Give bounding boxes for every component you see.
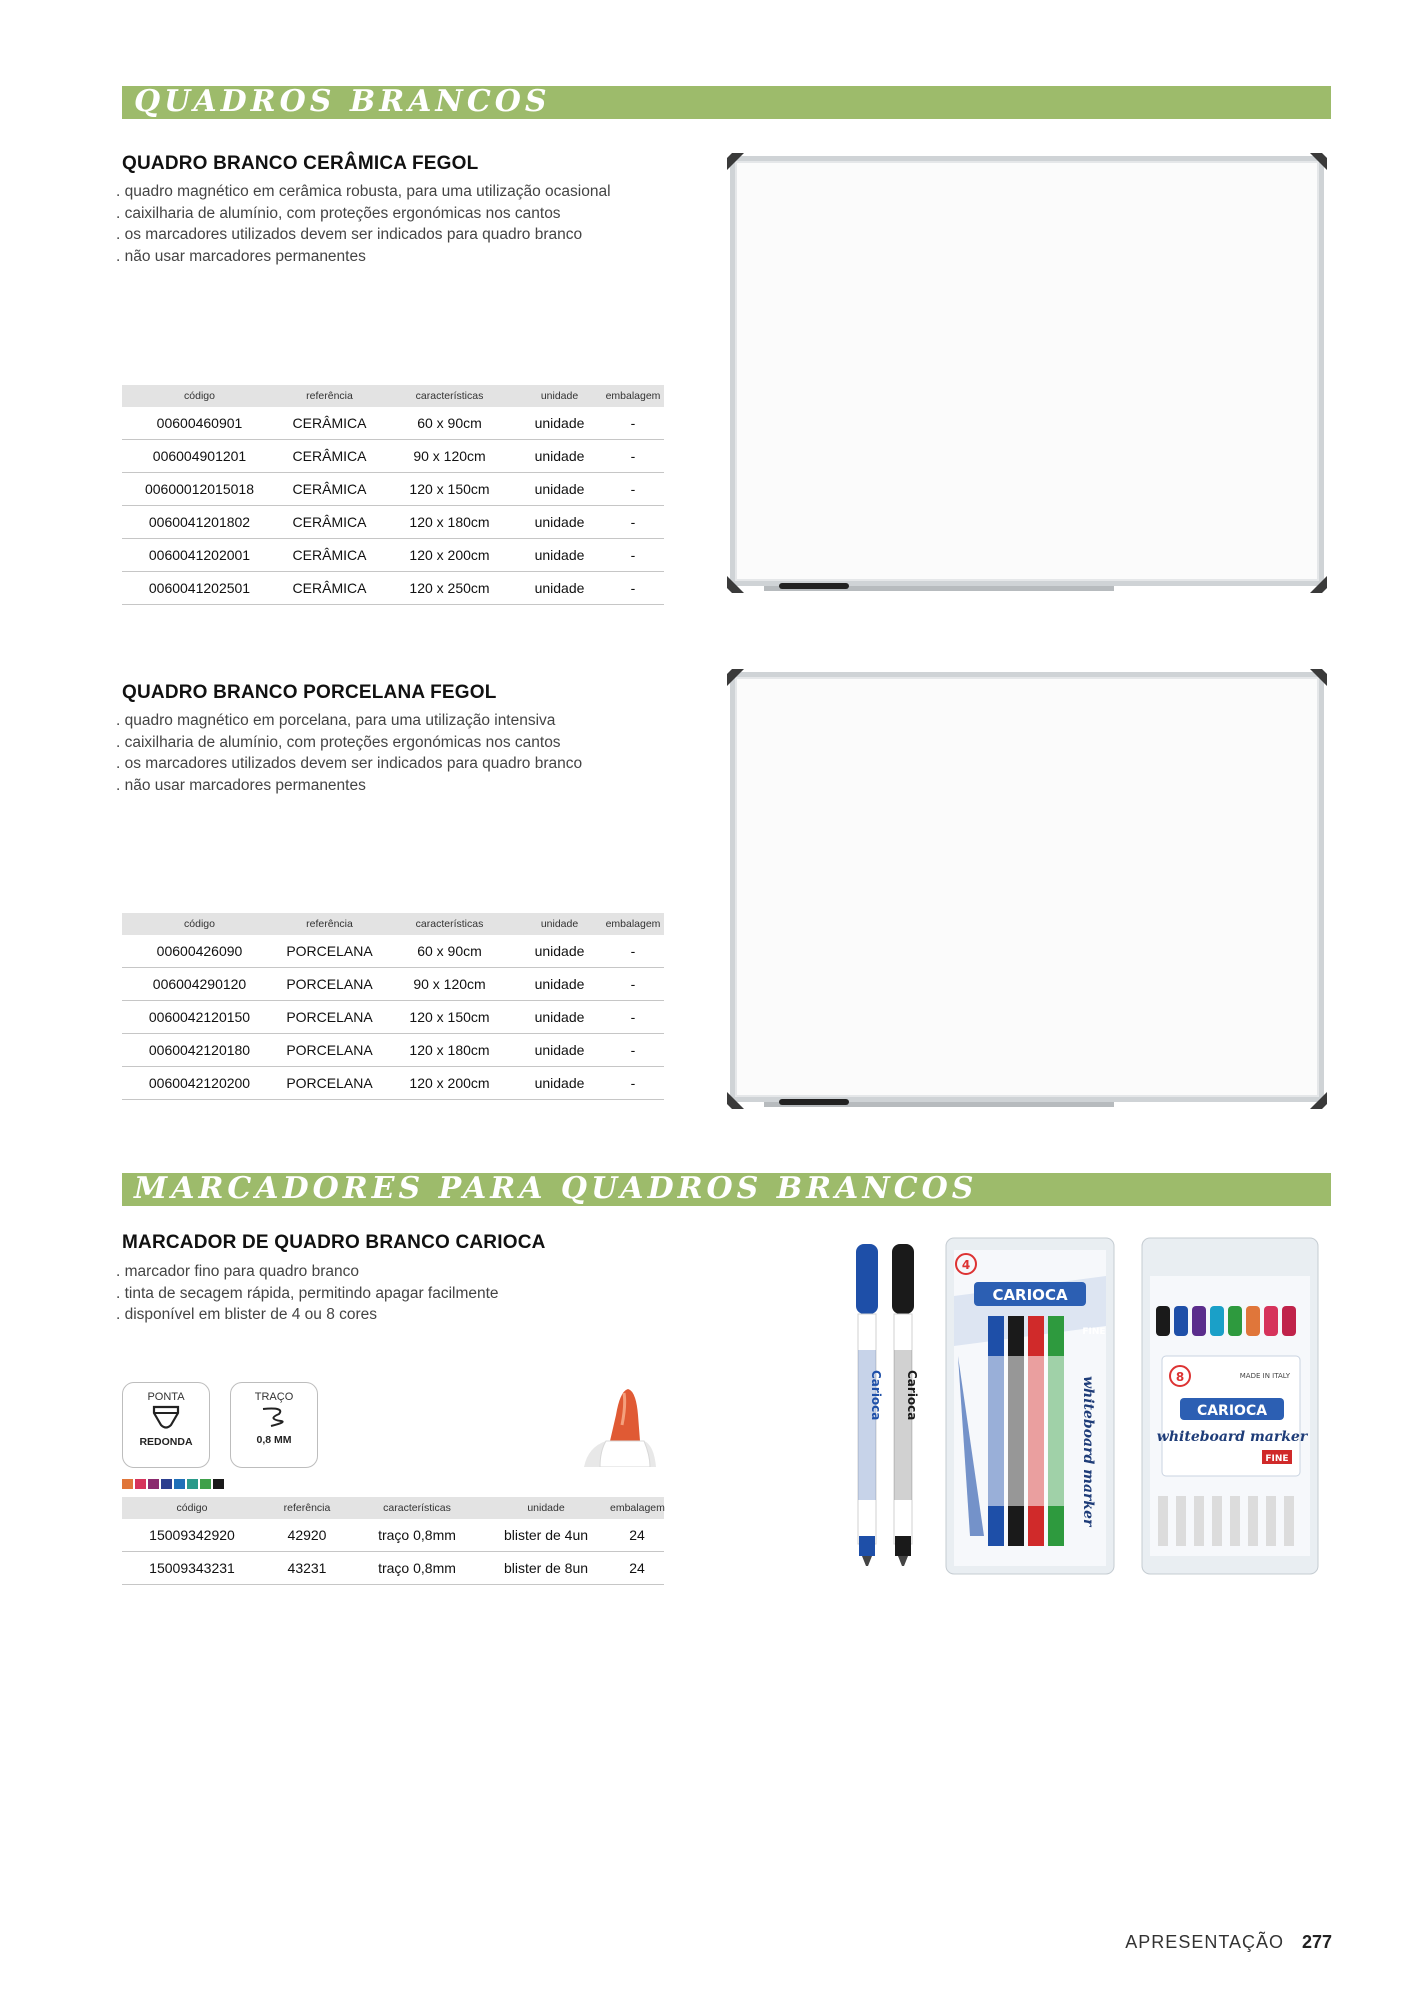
color-swatch	[161, 1479, 172, 1489]
round-tip-icon	[151, 1403, 181, 1431]
footer-section-label: APRESENTAÇÃO	[1125, 1932, 1284, 1952]
cell: 120 x 150cm	[382, 473, 517, 506]
marker-tip-image	[580, 1385, 660, 1467]
cell: 00600460901	[122, 407, 277, 440]
table-row	[122, 506, 664, 539]
table-row	[122, 968, 664, 1001]
cell: -	[602, 473, 664, 506]
table-row	[122, 473, 664, 506]
cell: unidade	[517, 1034, 602, 1067]
cell: 120 x 200cm	[382, 539, 517, 572]
table-row	[122, 1001, 664, 1034]
cell: 120 x 180cm	[382, 1034, 517, 1067]
col-header: unidade	[517, 385, 602, 407]
product-table	[122, 385, 664, 605]
cell: -	[602, 440, 664, 473]
cell: unidade	[517, 506, 602, 539]
cell: unidade	[517, 473, 602, 506]
product-title: MARCADOR DE QUADRO BRANCO CARIOCA	[122, 1232, 546, 1253]
bullet: . marcador fino para quadro branco	[116, 1263, 359, 1280]
cell: -	[602, 407, 664, 440]
marker-pens-image	[850, 1240, 922, 1570]
marker-blister-8-image	[1140, 1236, 1320, 1576]
cell: -	[602, 1034, 664, 1067]
marker-blister-4-image	[944, 1236, 1116, 1576]
whiteboard-image-porcelain	[724, 666, 1330, 1112]
page-number: 277	[1301, 1932, 1332, 1952]
cell: 0060042120200	[122, 1067, 277, 1100]
section-title: QUADROS BRANCOS	[134, 84, 551, 119]
table-row	[122, 1552, 664, 1585]
cell: -	[602, 935, 664, 968]
stroke-badge	[230, 1382, 318, 1468]
cell: CERÂMICA	[277, 407, 382, 440]
cell: 90 x 120cm	[382, 968, 517, 1001]
pack-brand-text: CARIOCA	[992, 1286, 1068, 1304]
product-table	[122, 913, 664, 1100]
stroke-icon	[257, 1403, 291, 1429]
product-title: QUADRO BRANCO CERÂMICA FEGOL	[122, 153, 479, 174]
cell: 00600426090	[122, 935, 277, 968]
col-header: código	[122, 1497, 262, 1519]
cell: CERÂMICA	[277, 539, 382, 572]
cell: blister de 4un	[482, 1519, 610, 1552]
table-row	[122, 440, 664, 473]
cell: -	[602, 968, 664, 1001]
col-header: características	[382, 913, 517, 935]
table-row	[122, 1519, 664, 1552]
cell: unidade	[517, 968, 602, 1001]
section-title: MARCADORES PARA QUADROS BRANCOS	[134, 1171, 978, 1206]
cell: 120 x 250cm	[382, 572, 517, 605]
section-banner-markers	[122, 1173, 1331, 1206]
cell: -	[602, 506, 664, 539]
badge-value: REDONDA	[139, 1436, 193, 1448]
cell: 15009342920	[122, 1519, 262, 1552]
color-swatch	[122, 1479, 133, 1489]
col-header: embalagem	[610, 1497, 664, 1519]
cell: 0060042120150	[122, 1001, 277, 1034]
color-swatch	[187, 1479, 198, 1489]
cell: unidade	[517, 572, 602, 605]
tip-badge	[122, 1382, 210, 1468]
badge-value: 0,8 MM	[256, 1434, 292, 1446]
section-banner-whiteboards	[122, 86, 1331, 119]
cell: traço 0,8mm	[352, 1519, 482, 1552]
bullet: . quadro magnético em cerâmica robusta, para uma utilização ocasional	[116, 183, 611, 200]
col-header: embalagem	[602, 913, 664, 935]
pack-count-text: 8	[1175, 1370, 1185, 1384]
table-row	[122, 1034, 664, 1067]
cell: -	[602, 572, 664, 605]
pack-brand-text: CARIOCA	[1196, 1403, 1268, 1419]
cell: 0060041201802	[122, 506, 277, 539]
cell: traço 0,8mm	[352, 1552, 482, 1585]
color-swatch	[148, 1479, 159, 1489]
color-swatch	[174, 1479, 185, 1489]
cell: PORCELANA	[277, 935, 382, 968]
pack-line-text: whiteboard marker	[1156, 1429, 1308, 1445]
cell: unidade	[517, 440, 602, 473]
cell: PORCELANA	[277, 1034, 382, 1067]
col-header: unidade	[482, 1497, 610, 1519]
cell: 00600012015018	[122, 473, 277, 506]
badge-label: PONTA	[147, 1391, 185, 1403]
cell: -	[602, 1001, 664, 1034]
cell: CERÂMICA	[277, 506, 382, 539]
col-header: características	[382, 385, 517, 407]
whiteboard-image-ceramic	[724, 150, 1330, 596]
pen-brand-text: Carioca	[905, 1370, 919, 1421]
bullet: . caixilharia de alumínio, com proteções ergonómicas nos cantos	[116, 733, 561, 751]
cell: CERÂMICA	[277, 473, 382, 506]
badge-label: TRAÇO	[254, 1391, 294, 1403]
cell: PORCELANA	[277, 1001, 382, 1034]
bullet: . tinta de secagem rápida, permitindo apagar facilmente	[116, 1284, 499, 1302]
table-row	[122, 935, 664, 968]
table-header-row	[122, 385, 664, 407]
bullet: . quadro magnético em porcelana, para uma utilização intensiva	[116, 712, 556, 729]
table-header-row	[122, 913, 664, 935]
table-row	[122, 1067, 664, 1100]
cell: 120 x 180cm	[382, 506, 517, 539]
cell: CERÂMICA	[277, 572, 382, 605]
col-header: características	[352, 1497, 482, 1519]
cell: -	[602, 539, 664, 572]
col-header: embalagem	[602, 385, 664, 407]
fine-label: FINE	[1265, 1454, 1289, 1464]
cell: 006004901201	[122, 440, 277, 473]
cell: 24	[610, 1552, 664, 1585]
cell: -	[602, 1067, 664, 1100]
table-row	[122, 572, 664, 605]
pack-count-text: 4	[961, 1258, 971, 1272]
cell: 120 x 200cm	[382, 1067, 517, 1100]
cell: unidade	[517, 935, 602, 968]
cell: 90 x 120cm	[382, 440, 517, 473]
bullet: . os marcadores utilizados devem ser indicados para quadro branco	[116, 755, 583, 772]
col-header: unidade	[517, 913, 602, 935]
product-bullets	[116, 181, 611, 267]
cell: 0060042120180	[122, 1034, 277, 1067]
cell: 60 x 90cm	[382, 935, 517, 968]
fine-label: FINE	[1082, 1327, 1106, 1337]
color-swatch	[200, 1479, 211, 1489]
cell: 120 x 150cm	[382, 1001, 517, 1034]
color-swatch	[213, 1479, 224, 1489]
bullet: . os marcadores utilizados devem ser indicados para quadro branco	[116, 226, 583, 243]
col-header: referência	[277, 385, 382, 407]
cell: 24	[610, 1519, 664, 1552]
cell: unidade	[517, 1001, 602, 1034]
product-bullets	[116, 1261, 499, 1326]
product-title: QUADRO BRANCO PORCELANA FEGOL	[122, 682, 497, 703]
pack-line-text: whiteboard marker	[1080, 1376, 1096, 1527]
product-bullets	[116, 710, 582, 796]
cell: PORCELANA	[277, 1067, 382, 1100]
bullet: . caixilharia de alumínio, com proteções ergonómicas nos cantos	[116, 204, 561, 222]
cell: unidade	[517, 407, 602, 440]
table-header-row	[122, 1497, 664, 1519]
cell: PORCELANA	[277, 968, 382, 1001]
bullet: . disponível em blister de 4 ou 8 cores	[116, 1306, 378, 1323]
cell: CERÂMICA	[277, 440, 382, 473]
made-in-text: MADE IN ITALY	[1239, 1372, 1290, 1380]
cell: blister de 8un	[482, 1552, 610, 1585]
col-header: referência	[262, 1497, 352, 1519]
cell: 42920	[262, 1519, 352, 1552]
cell: 0060041202001	[122, 539, 277, 572]
col-header: código	[122, 385, 277, 407]
product-table	[122, 1497, 664, 1585]
cell: 0060041202501	[122, 572, 277, 605]
table-row	[122, 539, 664, 572]
cell: 43231	[262, 1552, 352, 1585]
bullet: . não usar marcadores permanentes	[116, 247, 366, 265]
bullet: . não usar marcadores permanentes	[116, 776, 366, 794]
table-row	[122, 407, 664, 440]
cell: 60 x 90cm	[382, 407, 517, 440]
col-header: código	[122, 913, 277, 935]
col-header: referência	[277, 913, 382, 935]
cell: unidade	[517, 539, 602, 572]
cell: unidade	[517, 1067, 602, 1100]
pen-brand-text: Carioca	[869, 1370, 883, 1421]
color-swatch	[135, 1479, 146, 1489]
cell: 006004290120	[122, 968, 277, 1001]
cell: 15009343231	[122, 1552, 262, 1585]
